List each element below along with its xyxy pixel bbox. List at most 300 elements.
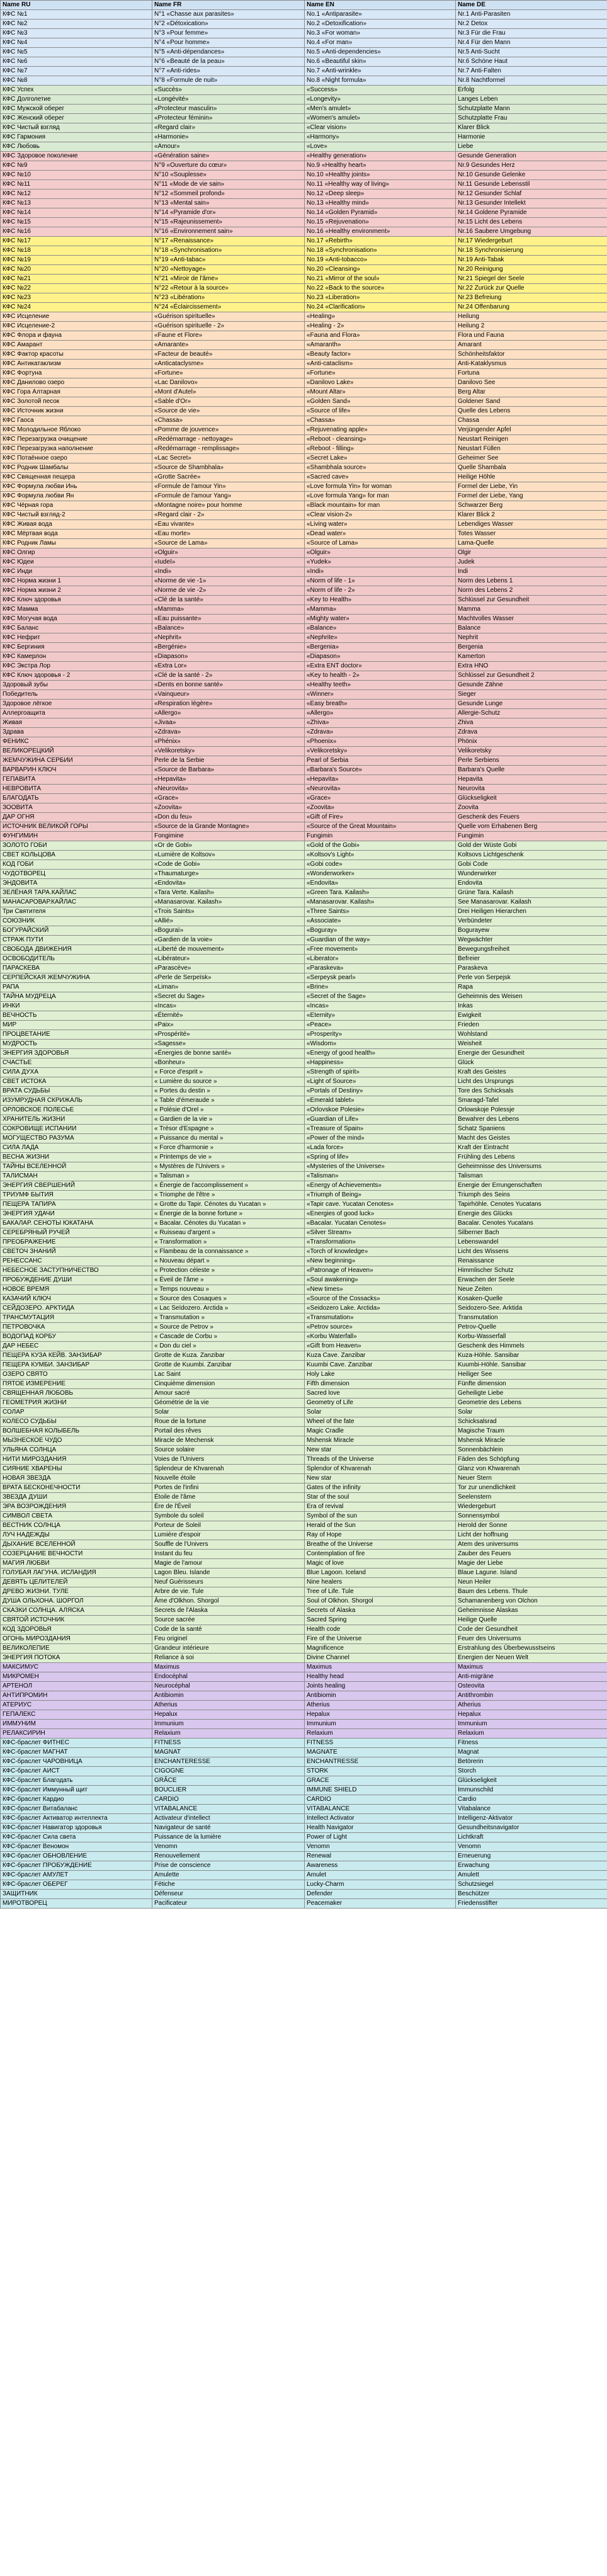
cell-name-ru: ЭНЕРГИЯ СВЕРШЕНИЙ	[1, 1181, 152, 1191]
table-row	[1, 1162, 607, 1172]
cell-name-de: Nr.11 Gesunde Lebensstil	[456, 180, 607, 190]
table-row	[1, 95, 607, 105]
cell-name-fr: BOUCLIER	[152, 1786, 305, 1795]
cell-name-en: «Key to health - 2»	[305, 671, 456, 681]
table-row	[1, 1049, 607, 1058]
cell-name-en: Sacred love	[305, 1389, 456, 1399]
cell-name-ru: КФС Антикатаклизм	[1, 360, 152, 369]
table-row	[1, 1380, 607, 1389]
cell-name-en: «Chassa»	[305, 416, 456, 426]
cell-name-en: No.19 «Anti-tobacco»	[305, 256, 456, 265]
cell-name-ru: КФС №19	[1, 256, 152, 265]
cell-name-fr: N°1 «Chasse aux parasites»	[152, 10, 305, 20]
cell-name-de: Magnat	[456, 1748, 607, 1757]
table-row	[1, 57, 607, 67]
cell-name-fr: «Redémarrage - nettoyage»	[152, 435, 305, 445]
table-row	[1, 1351, 607, 1361]
cell-name-ru: НИТИ МИРОЗДАНИЯ	[1, 1455, 152, 1465]
cell-name-de: Neuer Stern	[456, 1474, 607, 1484]
cell-name-en: Holy Lake	[305, 1370, 456, 1380]
cell-name-fr: N°15 «Rajeunissement»	[152, 218, 305, 227]
cell-name-en: «Secret Lake»	[305, 454, 456, 463]
cell-name-ru: КФС Золотой песок	[1, 397, 152, 407]
cell-name-ru: КФС №16	[1, 227, 152, 237]
cell-name-fr: «Velikoretsky»	[152, 747, 305, 756]
cell-name-fr: « Grotte du Tapir. Cénotes du Yucatan »	[152, 1200, 305, 1210]
cell-name-ru: КФС-браслет Сила света	[1, 1833, 152, 1842]
cell-name-fr: Cinquième dimension	[152, 1380, 305, 1389]
cell-name-en: «Longevity»	[305, 95, 456, 105]
cell-name-fr: « Éveil de l'âme »	[152, 1276, 305, 1285]
table-row	[1, 1257, 607, 1266]
cell-name-de: Nr.13 Gesunder Intellekt	[456, 199, 607, 208]
cell-name-de: Klarer Blick 2	[456, 511, 607, 520]
table-row	[1, 29, 607, 38]
cell-name-de: Beschützer	[456, 1890, 607, 1899]
table-row	[1, 1597, 607, 1606]
cell-name-ru: НОВАЯ ЗВЕЗДА	[1, 1474, 152, 1484]
cell-name-ru: КФС Молодильное Яблоко	[1, 426, 152, 435]
cell-name-fr: «Montagne noire» pour homme	[152, 501, 305, 511]
cell-name-ru: КФС Родник Ламы	[1, 539, 152, 548]
cell-name-fr: «Lac Danilovo»	[152, 378, 305, 388]
table-row	[1, 1512, 607, 1521]
cell-name-ru: КФС Камерлон	[1, 652, 152, 662]
cell-name-ru: КФС Баланс	[1, 624, 152, 633]
cell-name-ru: КОД ГОБИ	[1, 860, 152, 870]
cell-name-de: Energie des Glücks	[456, 1210, 607, 1219]
cell-name-de: Gobi Code	[456, 860, 607, 870]
cell-name-ru: КФС №5	[1, 48, 152, 57]
cell-name-ru: СВЯЩЕННАЯ ЛЮБОВЬ	[1, 1389, 152, 1399]
table-row	[1, 936, 607, 945]
cell-name-ru: ПЕЩЕРА КУЗА КЕЙВ. ЗАНЗИБАР	[1, 1351, 152, 1361]
table-row	[1, 123, 607, 133]
cell-name-ru: КОЛЕСО СУДЬБЫ	[1, 1417, 152, 1427]
cell-name-de: Rapa	[456, 983, 607, 992]
cell-name-ru: КФС Перезагрузка наполнение	[1, 445, 152, 454]
cell-name-fr: « Polésie d'Orel »	[152, 1106, 305, 1115]
cell-name-fr: «Grotte Sacrée»	[152, 473, 305, 482]
table-row	[1, 832, 607, 841]
cell-name-fr: Grotte de Kuza. Zanzibar	[152, 1351, 305, 1361]
cell-name-en: «Hepavita»	[305, 775, 456, 785]
cell-name-de: Lebendiges Wasser	[456, 520, 607, 530]
cell-name-de: Wegwächter	[456, 936, 607, 945]
header-name-fr: Name FR	[152, 1, 305, 10]
table-row	[1, 766, 607, 775]
cell-name-de: Herold der Sonne	[456, 1521, 607, 1531]
cell-name-de: Immunschild	[456, 1786, 607, 1795]
cell-name-de: Nr.8 Nachtformel	[456, 76, 607, 86]
cell-name-en: VITABALANCE	[305, 1805, 456, 1814]
cell-name-en: «Strength of spirit»	[305, 1068, 456, 1077]
cell-name-fr: «Secret du Sage»	[152, 992, 305, 1002]
table-row	[1, 38, 607, 48]
cell-name-ru: КФС №8	[1, 76, 152, 86]
cell-name-en: «Mysteries of the Universe»	[305, 1162, 456, 1172]
cell-name-en: Magnificence	[305, 1644, 456, 1654]
cell-name-fr: « Transformation »	[152, 1238, 305, 1247]
table-row	[1, 728, 607, 737]
table-row	[1, 1238, 607, 1247]
cell-name-en: New star	[305, 1474, 456, 1484]
cell-name-ru: КФС Чистый взгляд-2	[1, 511, 152, 520]
cell-name-de: Zdrava	[456, 728, 607, 737]
cell-name-ru: КФС Фортуна	[1, 369, 152, 378]
cell-name-fr: Lumière d'espoir	[152, 1531, 305, 1540]
cell-name-en: «Neurovita»	[305, 785, 456, 794]
cell-name-en: Fungimin	[305, 832, 456, 841]
cell-name-ru: КФС Амарант	[1, 341, 152, 350]
table-row	[1, 322, 607, 331]
cell-name-en: «Sacred cave»	[305, 473, 456, 482]
cell-name-en: «Barbara's Source»	[305, 766, 456, 775]
cell-name-fr: « Ruisseau d'argent »	[152, 1228, 305, 1238]
table-row	[1, 1399, 607, 1408]
cell-name-de: Glück	[456, 1058, 607, 1068]
cell-name-de: Schutzsiegel	[456, 1880, 607, 1890]
cell-name-ru: КФС-браслет Веномон	[1, 1842, 152, 1852]
cell-name-ru: КФС Священная пещера	[1, 473, 152, 482]
table-row	[1, 973, 607, 983]
table-row	[1, 454, 607, 463]
cell-name-fr: CARDIO	[152, 1795, 305, 1805]
cell-name-fr: « Lumière du source »	[152, 1077, 305, 1087]
cell-name-ru: СВЕТ КОЛЬЦОВА	[1, 851, 152, 860]
cell-name-ru: СВЕТ ИСТОКА	[1, 1077, 152, 1087]
cell-name-ru: ОРЛОВСКОЕ ПОЛЕСЬЕ	[1, 1106, 152, 1115]
cell-name-ru: ГОЛУБАЯ ЛАГУНА. ИСЛАНДИЯ	[1, 1569, 152, 1578]
cell-name-ru: ГЕОМЕТРИЯ ЖИЗНИ	[1, 1399, 152, 1408]
cell-name-de: Schlüssel zur Gesundheit	[456, 596, 607, 605]
cell-name-fr: « Nouveau départ »	[152, 1257, 305, 1266]
cell-name-ru: КОД ЗДОРОВЬЯ	[1, 1625, 152, 1635]
table-row	[1, 473, 607, 482]
cell-name-de: Gesundheitsnavigator	[456, 1824, 607, 1833]
cell-name-de: Heilige Höhle	[456, 473, 607, 482]
cell-name-ru: БЛАГОДАТЬ	[1, 794, 152, 803]
cell-name-de: Frieden	[456, 1021, 607, 1030]
cell-name-de: Nr.12 Gesunder Schlaf	[456, 190, 607, 199]
cell-name-ru: Живая	[1, 718, 152, 728]
table-row	[1, 1219, 607, 1228]
cell-name-fr: «Protecteur féminin»	[152, 114, 305, 123]
cell-name-ru: КФС Женский оберег	[1, 114, 152, 123]
cell-name-ru: КФС №21	[1, 275, 152, 284]
cell-name-ru: КФС Чёрная гора	[1, 501, 152, 511]
table-row	[1, 1587, 607, 1597]
cell-name-de: Gesunde Zähne	[456, 681, 607, 690]
cell-name-fr: N°21 «Miroir de l'âme»	[152, 275, 305, 284]
cell-name-en: «Koltsov's Light»	[305, 851, 456, 860]
table-row	[1, 171, 607, 180]
table-row	[1, 1011, 607, 1021]
cell-name-fr: « Trésor d'Espagne »	[152, 1125, 305, 1134]
cell-name-en: No.1 «Antiparasite»	[305, 10, 456, 20]
table-row	[1, 681, 607, 690]
cell-name-de: Macht des Geistes	[456, 1134, 607, 1143]
cell-name-ru: КФС №7	[1, 67, 152, 76]
cell-name-fr: Immunium	[152, 1720, 305, 1729]
cell-name-de: Licht des Ursprungs	[456, 1077, 607, 1087]
cell-name-ru: ДРЕВО ЖИЗНИ. ТУЛЕ	[1, 1587, 152, 1597]
cell-name-de: Blaue Lagune. Island	[456, 1569, 607, 1578]
cell-name-ru: КФС Исцеление	[1, 312, 152, 322]
cell-name-fr: «Eau puissante»	[152, 615, 305, 624]
cell-name-de: Machtvolles Wasser	[456, 615, 607, 624]
cell-name-fr: Amulette	[152, 1871, 305, 1880]
cell-name-fr: N°11 «Mode de vie sain»	[152, 180, 305, 190]
cell-name-en: Sacred Spring	[305, 1616, 456, 1625]
cell-name-de: Petrov-Quelle	[456, 1323, 607, 1332]
cell-name-de: Licht des Wissens	[456, 1247, 607, 1257]
cell-name-fr: « Printemps de vie »	[152, 1153, 305, 1162]
cell-name-fr: N°17 «Renaissance»	[152, 237, 305, 246]
table-row	[1, 643, 607, 652]
cell-name-fr: Splendeur de Khvarenah	[152, 1465, 305, 1474]
cell-name-ru: МЫЗНЕСКОЕ ЧУДО	[1, 1436, 152, 1446]
cell-name-fr: Source sacrée	[152, 1616, 305, 1625]
cell-name-en: «Black mountain» for man	[305, 501, 456, 511]
cell-name-de: Geheiligte Liebe	[456, 1389, 607, 1399]
cell-name-fr: «Mont d'Autel»	[152, 388, 305, 397]
cell-name-ru: КФС Могучая вода	[1, 615, 152, 624]
cell-name-fr: Géométrie de la vie	[152, 1399, 305, 1408]
cell-name-fr: «Gardien de la voie»	[152, 936, 305, 945]
cell-name-en: «New beginning»	[305, 1257, 456, 1266]
cell-name-ru: МАКСИМУС	[1, 1663, 152, 1672]
cell-name-en: «Reboot - cleansing»	[305, 435, 456, 445]
cell-name-en: No.4 «For man»	[305, 38, 456, 48]
cell-name-en: No.23 «Liberation»	[305, 293, 456, 303]
cell-name-en: Health Navigator	[305, 1824, 456, 1833]
cell-name-en: Nine healers	[305, 1578, 456, 1587]
cell-name-en: «Boguray»	[305, 926, 456, 936]
cell-name-de: Flora und Fauna	[456, 331, 607, 341]
cell-name-ru: КФС Ключ здоровья	[1, 596, 152, 605]
cell-name-fr: «Eau morte»	[152, 530, 305, 539]
cell-name-de: Renaissance	[456, 1257, 607, 1266]
cell-name-en: Blue Lagoon. Iceland	[305, 1569, 456, 1578]
header-name-ru: Name RU	[1, 1, 152, 10]
cell-name-de: Geschenk des Feuers	[456, 813, 607, 822]
table-row	[1, 586, 607, 596]
cell-name-ru: БАКАЛАР. СЕНОТЫ ЮКАТАНА	[1, 1219, 152, 1228]
cell-name-de: Bewegungsfreiheit	[456, 945, 607, 955]
cell-name-en: «Seidozero Lake. Arctida»	[305, 1304, 456, 1314]
cell-name-en: Renewal	[305, 1852, 456, 1861]
table-row	[1, 501, 607, 511]
table-row	[1, 416, 607, 426]
cell-name-ru: ИММУНИМ	[1, 1720, 152, 1729]
cell-name-fr: «Bergénie»	[152, 643, 305, 652]
cell-name-en: Immunium	[305, 1720, 456, 1729]
table-row	[1, 879, 607, 888]
cell-name-de: Anti-migräne	[456, 1672, 607, 1682]
cell-name-en: «Rejuvenating apple»	[305, 426, 456, 435]
cell-name-fr: «Don du feu»	[152, 813, 305, 822]
cell-name-ru: СИМВОЛ СВЕТА	[1, 1512, 152, 1521]
cell-name-fr: N°16 «Environnement sain»	[152, 227, 305, 237]
cell-name-de: Bewahrer des Lebens	[456, 1115, 607, 1125]
cell-name-de: Endovita	[456, 879, 607, 888]
cell-name-fr: «Balance»	[152, 624, 305, 633]
cell-name-en: Pearl of Serbia	[305, 756, 456, 766]
cell-name-en: No.15 «Rejuvenation»	[305, 218, 456, 227]
cell-name-en: No.2 «Detoxification»	[305, 20, 456, 29]
cell-name-ru: РАПА	[1, 983, 152, 992]
cell-name-fr: «Allié»	[152, 917, 305, 926]
header-row	[1, 1, 607, 10]
cell-name-ru: Здоровое лёгкое	[1, 700, 152, 709]
cell-name-ru: СЧАСТЬЕ	[1, 1058, 152, 1068]
cell-name-fr: «Regard clair - 2»	[152, 511, 305, 520]
cell-name-en: Gates of the infinity	[305, 1484, 456, 1493]
cell-name-ru: ИСТОЧНИК ВЕЛИКОЙ ГОРЫ	[1, 822, 152, 832]
cell-name-de: Berg Altar	[456, 388, 607, 397]
cell-name-de: Zoovita	[456, 803, 607, 813]
cell-name-ru: КФС-браслет ФИТНЕС	[1, 1739, 152, 1748]
cell-name-ru: НОВОЕ ВРЕМЯ	[1, 1285, 152, 1295]
cell-name-en: Intellect Activator	[305, 1814, 456, 1824]
table-row	[1, 407, 607, 416]
cell-name-de: Wiedergeburt	[456, 1502, 607, 1512]
cell-name-de: Storch	[456, 1767, 607, 1776]
cell-name-ru: МАНАСАРОВАР.КАЙЛАС	[1, 898, 152, 907]
cell-name-ru: КФС №10	[1, 171, 152, 180]
cell-name-ru: КФС-браслет АИСТ	[1, 1767, 152, 1776]
cell-name-ru: КФС Норма жизни 2	[1, 586, 152, 596]
cell-name-en: «Golden Sand»	[305, 397, 456, 407]
cell-name-fr: Renouvellement	[152, 1852, 305, 1861]
cell-name-de: Schutzplatte Mann	[456, 105, 607, 114]
cell-name-fr: «Longévité»	[152, 95, 305, 105]
cell-name-fr: «Indi»	[152, 567, 305, 577]
cell-name-ru: МАГИЯ ЛЮБВИ	[1, 1559, 152, 1569]
cell-name-en: No.9 «Healthy heart»	[305, 161, 456, 171]
cell-name-en: Fire of the Universe	[305, 1635, 456, 1644]
cell-name-ru: КФС Данилово озеро	[1, 378, 152, 388]
cell-name-de: Fitness	[456, 1739, 607, 1748]
cell-name-fr: VITABALANCE	[152, 1805, 305, 1814]
cell-name-fr: «Formule de l'amour Yang»	[152, 492, 305, 501]
cell-name-ru: Здоровый зубы	[1, 681, 152, 690]
cell-name-fr: «Zdrava»	[152, 728, 305, 737]
cell-name-en: «Clear vision»	[305, 123, 456, 133]
cell-name-de: Schlüssel zur Gesundheit 2	[456, 671, 607, 681]
table-row	[1, 1720, 607, 1729]
table-row	[1, 907, 607, 917]
cell-name-de: Grüne Tara. Kailash	[456, 888, 607, 898]
cell-name-ru: ВАРВАРИН КЛЮЧ	[1, 766, 152, 775]
cell-name-de: Nr.20 Reinigung	[456, 265, 607, 275]
cell-name-en: «Harmony»	[305, 133, 456, 142]
cell-name-de: Nr.2 Detox	[456, 20, 607, 29]
table-row	[1, 388, 607, 397]
cell-name-de: Antithrombin	[456, 1691, 607, 1701]
cell-name-de: Perle Serbiens	[456, 756, 607, 766]
cell-name-fr: N°12 «Sommeil profond»	[152, 190, 305, 199]
table-row	[1, 67, 607, 76]
cell-name-de: Lebenswandel	[456, 1238, 607, 1247]
cell-name-ru: СВЕТОЧ ЗНАНИЙ	[1, 1247, 152, 1257]
cell-name-fr: «Clé de la santé - 2»	[152, 671, 305, 681]
table-row	[1, 180, 607, 190]
table-row	[1, 1606, 607, 1616]
cell-name-fr: Neurocéphal	[152, 1682, 305, 1691]
cell-name-fr: «Clé de la santé»	[152, 596, 305, 605]
cell-name-fr: N°14 «Pyramide d'or»	[152, 208, 305, 218]
cell-name-en: Peacemaker	[305, 1899, 456, 1909]
cell-name-ru: ОСВОБОДИТЕЛЬ	[1, 955, 152, 964]
table-row	[1, 983, 607, 992]
cell-name-de: Magische Traum	[456, 1427, 607, 1436]
table-row	[1, 1106, 607, 1115]
cell-name-fr: «Anticataclysme»	[152, 360, 305, 369]
cell-name-de: Geheimnisse Alaskas	[456, 1606, 607, 1616]
cell-name-fr: «Iudeï»	[152, 558, 305, 567]
cell-name-ru: КФС-браслет ОБНОВЛЕНИЕ	[1, 1852, 152, 1861]
cell-name-en: «Energies of good luck»	[305, 1210, 456, 1219]
cell-name-ru: ОГОНЬ МИРОЗДАНИЯ	[1, 1635, 152, 1644]
table-row	[1, 1314, 607, 1323]
cell-name-en: «Guardian of Life»	[305, 1115, 456, 1125]
cell-name-fr: «Trois Saints»	[152, 907, 305, 917]
cell-name-fr: Neuf Guérisseurs	[152, 1578, 305, 1587]
cell-name-de: Drei Heiligen Hierarchen	[456, 907, 607, 917]
cell-name-fr: Prise de conscience	[152, 1861, 305, 1871]
cell-name-de: Geheimnis des Weisen	[456, 992, 607, 1002]
cell-name-de: Amarant	[456, 341, 607, 350]
table-row	[1, 577, 607, 586]
cell-name-fr: «Zoovita»	[152, 803, 305, 813]
table-row	[1, 1304, 607, 1314]
cell-name-ru: КФС Ключ здоровья - 2	[1, 671, 152, 681]
table-row	[1, 492, 607, 501]
cell-name-de: Formel der Liebe, Yin	[456, 482, 607, 492]
cell-name-de: Maximus	[456, 1663, 607, 1672]
cell-name-ru: КФС №1	[1, 10, 152, 20]
cell-name-en: Magic Cradle	[305, 1427, 456, 1436]
cell-name-fr: « Force d'esprit »	[152, 1068, 305, 1077]
table-row	[1, 1795, 607, 1805]
cell-name-fr: Magie de l'amour	[152, 1559, 305, 1569]
cell-name-de: Gold der Wüste Gobi	[456, 841, 607, 851]
cell-name-de: Hepalux	[456, 1710, 607, 1720]
table-row	[1, 256, 607, 265]
cell-name-de: See Manasarovar. Kailash	[456, 898, 607, 907]
cell-name-fr: Fongimine	[152, 832, 305, 841]
cell-name-ru: КФС Олгир	[1, 548, 152, 558]
table-row	[1, 841, 607, 851]
cell-name-ru: КФС Фактор красоты	[1, 350, 152, 360]
cell-name-fr: «Chassa»	[152, 416, 305, 426]
table-row	[1, 548, 607, 558]
cell-name-fr: Navigateur de santé	[152, 1824, 305, 1833]
cell-name-ru: КФС-браслет МАГНАТ	[1, 1748, 152, 1757]
cell-name-fr: «Phénix»	[152, 737, 305, 747]
cell-name-ru: ТРАНСМУТАЦИЯ	[1, 1314, 152, 1323]
cell-name-fr: « Source de Petrov »	[152, 1323, 305, 1332]
cell-name-ru: РЕНЕССАНС	[1, 1257, 152, 1266]
table-row	[1, 227, 607, 237]
cell-name-fr: « Lac Seïdozero. Arctida »	[152, 1304, 305, 1314]
cell-name-fr: «Manasarovar. Kailash»	[152, 898, 305, 907]
cell-name-en: «Prosperity»	[305, 1030, 456, 1040]
cell-name-fr: MAGNAT	[152, 1748, 305, 1757]
cell-name-de: Norm des Lebens 2	[456, 586, 607, 596]
